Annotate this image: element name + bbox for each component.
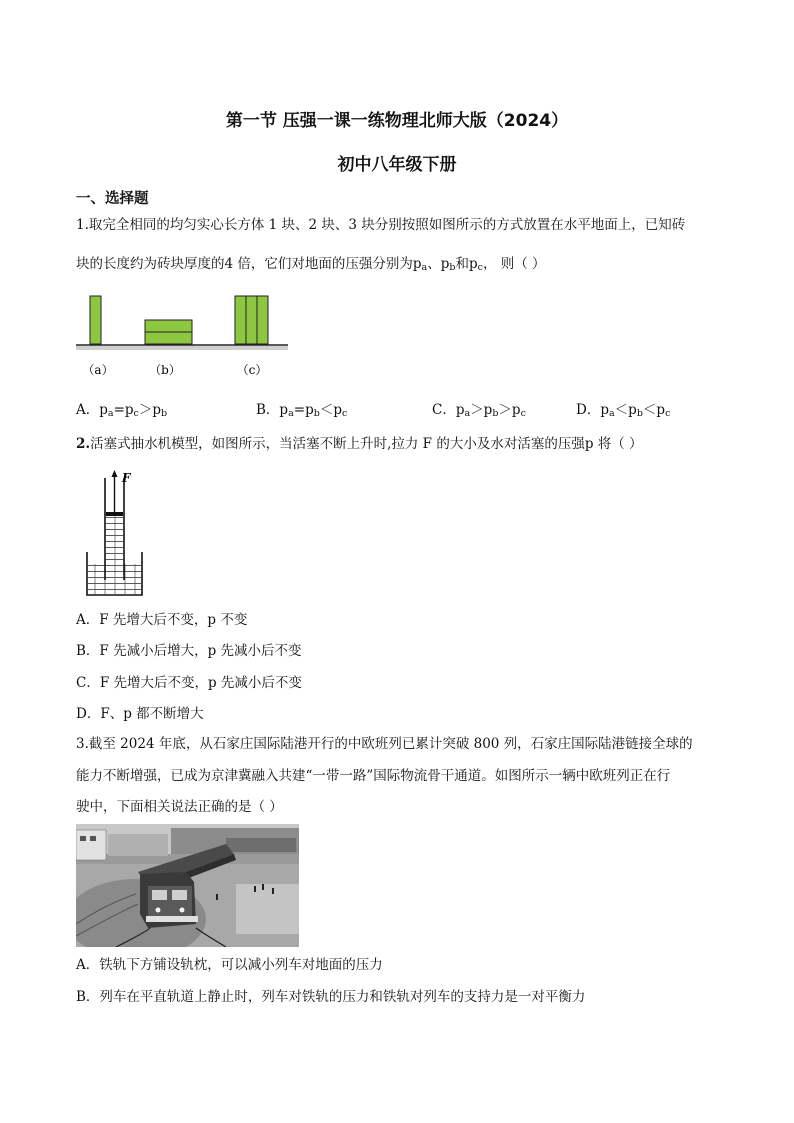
q1-option-b[interactable]: B．$p_a=p_b<p_c$ [256,402,348,419]
page-title: 第一节 压强一课一练物理北师大版（2024） [225,111,569,131]
force-label: F [122,471,131,485]
bricks-c [235,296,268,344]
ground-line [76,345,288,350]
q2-text: 2.活塞式抽水机模型，如图所示，当活塞不断上升时,拉力 F 的大小及水对活塞的压强p 将（ ） [76,436,643,452]
section-heading: 一、选择题 [76,191,149,207]
q3-text-line2: 能力不断增强，已成为京津冀融入共建“一带一路”国际物流骨干通道。如图所示一辆中欧班列正在行 [76,768,671,784]
bricks-b [145,320,192,344]
q2-option-b[interactable]: B．F 先减小后增大，p 先减小后不变 [76,643,302,659]
fig-label-b: （b） [149,363,181,377]
q1-option-d[interactable]: D．$p_a<p_b<p_c$ [576,402,671,419]
q1-bricks-figure [72,290,294,385]
q3-text-line1: 3.截至 2024 年底，从石家庄国际陆港开行的中欧班列已累计突破 800 列，石家庄国际陆港链接全球的 [76,736,693,752]
q2-option-d[interactable]: D．F、p 都不断增大 [76,706,204,722]
q1-option-c[interactable]: C．$p_a>p_b>p_c$ [432,402,526,419]
q3-option-a[interactable]: A．铁轨下方铺设轨枕，可以减小列车对地面的压力 [76,957,383,973]
q1-text-line1: 1.取完全相同的均匀实心长方体 1 块、2 块、3 块分别按照如图所示的方式放置在水平地面上，已知砖 [76,217,686,233]
q1-text-line2: 块的长度约为砖块厚度的4 倍，它们对地面的压强分别为$p_a$、$p_b$和$p_c$， 则（ ） [76,256,546,273]
force-arrow-icon [112,470,118,477]
q3-text-line3: 驶中，下面相关说法正确的是（ ） [76,799,283,815]
q3-option-b[interactable]: B．列车在平直轨道上静止时，列车对铁轨的压力和铁轨对列车的支持力是一对平衡力 [76,989,586,1005]
q3-train-photo [76,824,299,947]
q1-option-a[interactable]: A．$p_a=p_c>p_b$ [76,402,168,419]
page-subtitle: 初中八年级下册 [337,155,457,175]
q2-option-c[interactable]: C．F 先增大后不变，p 先减小后不变 [76,675,302,691]
q2-option-a[interactable]: A．F 先增大后不变，p 不变 [76,612,248,628]
piston [106,512,123,516]
fig-label-c: （c） [236,363,268,377]
q2-pump-figure [82,470,146,598]
fig-label-a: （a） [82,363,114,377]
brick-a [90,296,101,344]
basin-water [88,564,141,594]
